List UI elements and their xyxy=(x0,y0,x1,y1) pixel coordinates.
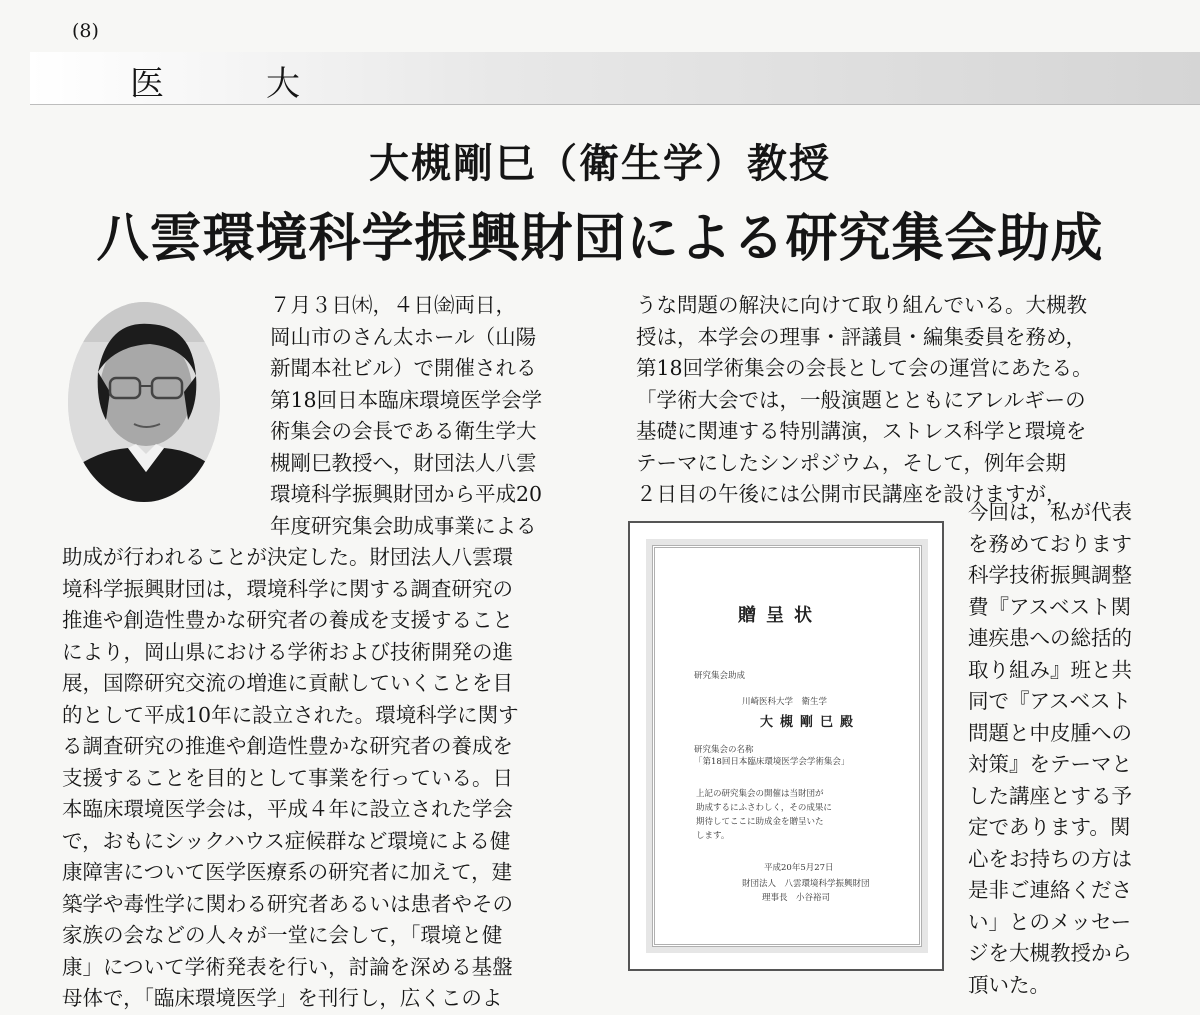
paragraph-line: 康障害について医学医療系の研究者に加えて，建 xyxy=(62,860,513,884)
paragraph-line: 築学や毒性学に関わる研究者あるいは患者やその xyxy=(62,891,513,916)
paragraph-line: 康」について学術発表を行い，討論を深める基盤 xyxy=(62,954,513,979)
paragraph-line: 展，国際研究交流の増進に貢献していくことを目 xyxy=(62,671,513,695)
certificate-issuer-rep: 理事長 小谷裕司 xyxy=(762,893,831,903)
paragraph-line: 家族の会などの人々が一堂に会して，「環境と健 xyxy=(62,923,503,947)
certificate-issuer-org: 財団法人 八雲環境科学振興財団 xyxy=(742,879,870,889)
paragraph-line: 授は，本学会の理事・評議員・編集委員を務め， xyxy=(636,324,1087,349)
paragraph-line: 心をお持ちの方は xyxy=(968,846,1132,871)
article-right-column-bottom xyxy=(968,497,1178,1001)
certificate-category: 研究集会助成 xyxy=(694,671,746,681)
article-subtitle: 大槻剛巳（衛生学）教授 xyxy=(369,141,831,187)
paragraph-line: る調査研究の推進や創造性豊かな研究者の養成を xyxy=(62,734,513,758)
certificate-title: 贈呈状 xyxy=(738,605,822,626)
paragraph-line: 対策』をテーマと xyxy=(968,752,1132,776)
certificate-body-line: します。 xyxy=(696,831,730,841)
paragraph-line: 本臨床環境医学会は，平成４年に設立された学会 xyxy=(62,797,513,821)
paragraph-line: 是非ご連絡くださ xyxy=(968,878,1132,902)
paragraph-line: ２日目の午後には公開市民講座を設けますが， xyxy=(636,482,1067,506)
section-header-char-1: 医 xyxy=(130,64,164,104)
paragraph-line: 年度研究集会助成事業による xyxy=(270,513,537,538)
paragraph-line: 第18回日本臨床環境医学会学 xyxy=(270,387,543,412)
paragraph-line: 連疾患への総括的 xyxy=(968,626,1132,650)
paragraph-line: により，岡山県における学術および技術開発の進 xyxy=(62,639,513,664)
paragraph-line: 基礎に関連する特別講演，ストレス科学と環境を xyxy=(636,419,1087,443)
paragraph-line: 定であります。関 xyxy=(968,815,1131,839)
paragraph-line: うな問題の解決に向けて取り組んでいる。大槻教 xyxy=(636,293,1087,317)
certificate-meeting-label: 研究集会の名称 xyxy=(694,745,754,755)
paragraph-line: で，おもにシックハウス症候群など環境による健 xyxy=(62,828,511,853)
paragraph-line: テーマにしたシンポジウム，そして，例年会期 xyxy=(636,450,1066,475)
paragraph-line: 槻剛巳教授へ，財団法人八雲 xyxy=(270,450,537,475)
paragraph-line: 推進や創造性豊かな研究者の養成を支援すること xyxy=(62,608,513,632)
certificate-recipient-org: 川崎医科大学 衛生学 xyxy=(742,697,828,707)
paragraph-line: 母体で，「臨床環境医学」を刊行し，広くこのよ xyxy=(62,986,503,1010)
certificate-date: 平成20年5月27日 xyxy=(764,863,834,873)
certificate-photo xyxy=(628,521,944,971)
paragraph-line: 岡山市のさん太ホール（山陽 xyxy=(270,324,537,349)
paragraph-line: 科学技術振興調整 xyxy=(968,563,1132,587)
certificate-body-line: 助成するにふさわしく，その成果に xyxy=(696,803,832,813)
paragraph-line: 同で『アスベスト xyxy=(968,689,1132,713)
page-number: (8) xyxy=(72,20,99,42)
article-headline: 八雲環境科学振興財団による研究集会助成 xyxy=(96,208,1104,269)
paragraph-line: 取り組み』班と共 xyxy=(968,657,1132,682)
section-header-banner xyxy=(30,52,1200,105)
paragraph-line: 環境科学振興財団から平成20 xyxy=(270,482,543,506)
paragraph-line: 新聞本社ビル）で開催される xyxy=(270,356,537,380)
paragraph-line: 助成が行われることが決定した。財団法人八雲環 xyxy=(62,545,513,569)
paragraph-line: ７月３日㈭，４日㈮両日， xyxy=(270,293,516,317)
article-right-column-top xyxy=(636,290,1176,511)
certificate-meeting-name: 「第18回日本臨床環境医学会学術集会」 xyxy=(694,757,850,767)
section-header-char-2: 大 xyxy=(266,64,300,104)
paragraph-line: 「学術大会では，一般演題とともにアレルギーの xyxy=(636,387,1086,412)
paragraph-line: 術集会の会長である衛生学大 xyxy=(270,419,537,443)
paragraph-line: 第18回学術集会の会長として会の運営にあたる。 xyxy=(636,356,1093,380)
paragraph-line: 問題と中皮腫への xyxy=(968,720,1132,745)
paragraph-line: ジを大槻教授から xyxy=(968,941,1132,965)
paragraph-line: 境科学振興財団は，環境科学に関する調査研究の xyxy=(62,576,513,601)
paragraph-line: 的として平成10年に設立された。環境科学に関す xyxy=(62,702,519,727)
certificate-body-line: 上記の研究集会の開催は当財団が xyxy=(696,789,824,799)
certificate-recipient-name: 大槻剛巳殿 xyxy=(760,715,861,730)
paragraph-line: 頂いた。 xyxy=(968,972,1050,997)
paragraph-line: 支援することを目的として事業を行っている。日 xyxy=(62,765,513,790)
paragraph-line: い」とのメッセー xyxy=(968,909,1132,934)
article-left-column xyxy=(62,290,590,1015)
paragraph-line: を務めております xyxy=(968,531,1132,556)
certificate-body-line: 期待してここに助成金を贈呈いた xyxy=(696,817,824,827)
paragraph-line: した講座とする予 xyxy=(968,783,1132,808)
paragraph-line: 費『アスベスト関 xyxy=(968,594,1132,619)
paragraph-line: 今回は，私が代表 xyxy=(968,500,1132,524)
